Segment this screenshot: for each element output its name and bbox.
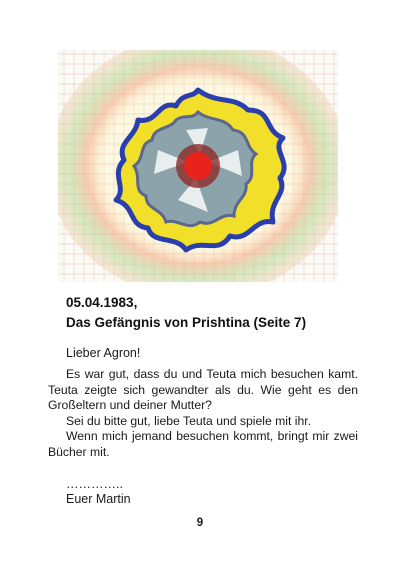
letter-heading <box>66 293 356 333</box>
letter-body <box>48 367 358 460</box>
flower-drawing-icon <box>58 50 338 282</box>
paragraph: Sei du bitte gut, liebe Teuta und spiele mit ihr. <box>66 413 312 428</box>
title-line: Das Gefängnis von Prishtina (Seite 7) <box>66 315 307 330</box>
paragraph: Es war gut, dass du und Teuta mich besuchen kamt. Teuta zeigte sich gewandter als du. Wie geht es den Großeltern und deiner Mutter? <box>48 367 358 412</box>
date-line: 05.04.1983, <box>66 295 138 310</box>
signature: Euer Martin <box>66 492 131 506</box>
greeting: Lieber Agron! <box>66 346 141 360</box>
page-number: 9 <box>196 517 204 529</box>
paragraph: Wenn mich jemand besuchen kommt, bringt mir zwei Bücher mit. <box>48 429 358 459</box>
ellipsis-line: ………….. <box>66 477 123 491</box>
